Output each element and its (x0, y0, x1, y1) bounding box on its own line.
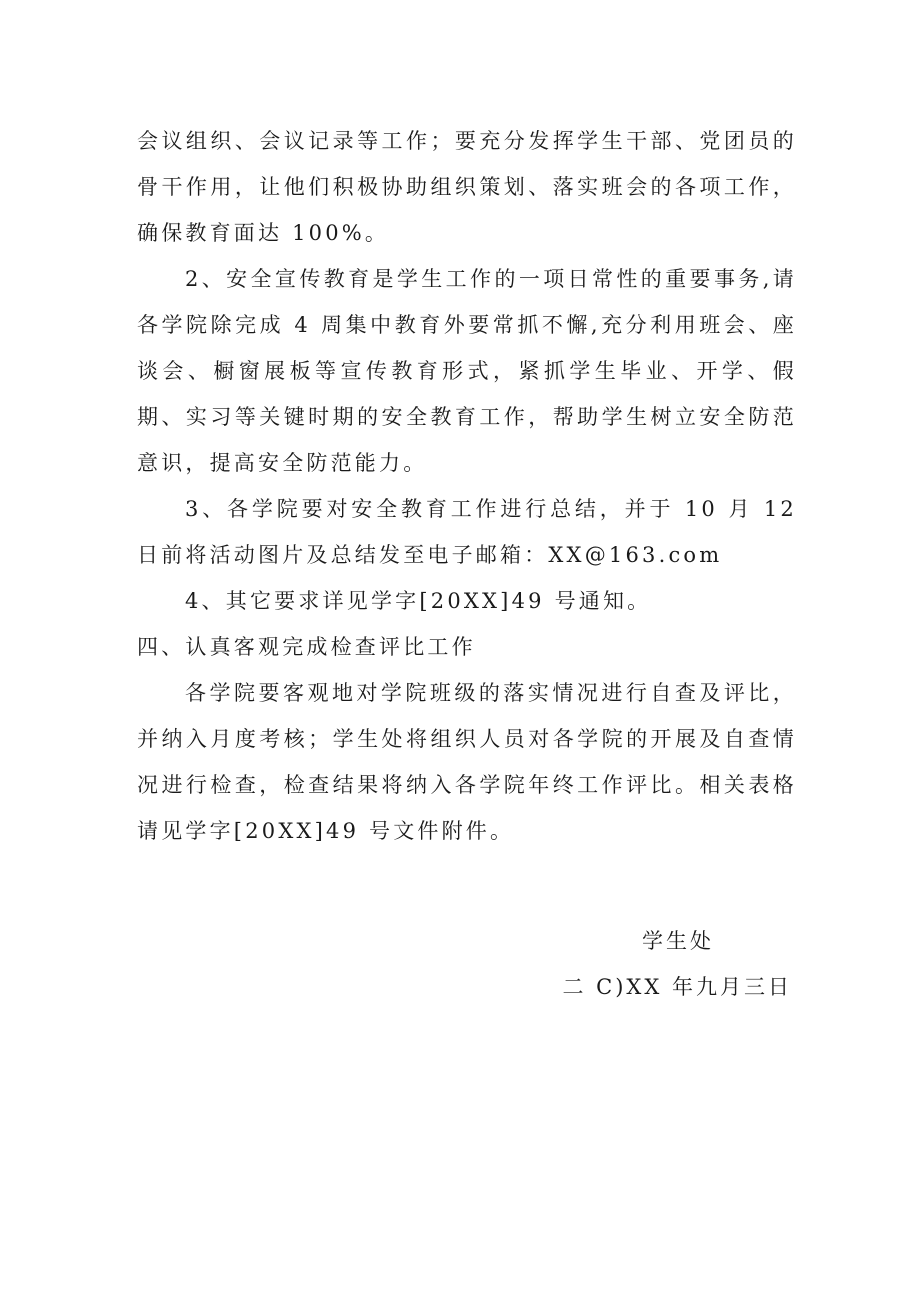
paragraph-item-4: 4、其它要求详见学字[20XX]49 号通知。 (185, 589, 652, 613)
section-4-paragraph: 各学院要客观地对学院班级的落实情况进行自查及评比，并纳入月度考核；学生处将组织人员对各学院的开展及自查情况进行检查，检查结果将纳入各学院年终工作评比。相关表格请见学字[20XX]49 号文件附件。 (137, 681, 797, 843)
paragraph-intro-continued: 会议组织、会议记录等工作；要充分发挥学生干部、党团员的骨干作用，让他们积极协助组织策划、落实班会的各项工作，确保教育面达 100%。 (137, 129, 797, 245)
signature-block (562, 918, 792, 1010)
signature-organization: 学生处 (642, 929, 714, 953)
signature-date: 二 C)XX 年九月三日 (562, 975, 792, 999)
paragraph-item-2: 2、安全宣传教育是学生工作的一项日常性的重要事务,请各学院除完成 4 周集中教育外要常抓不懈,充分利用班会、座谈会、橱窗展板等宣传教育形式，紧抓学生毕业、开学、假期、实习等关键时期的安全教育工作，帮助学生树立安全防范意识，提高安全防范能力。 (137, 267, 797, 475)
document-body (137, 118, 797, 854)
section-heading-4: 四、认真客观完成检查评比工作 (137, 635, 476, 659)
paragraph-item-3: 3、各学院要对安全教育工作进行总结，并于 10 月 12 日前将活动图片及总结发至电子邮箱：XX@163.com (137, 497, 797, 567)
